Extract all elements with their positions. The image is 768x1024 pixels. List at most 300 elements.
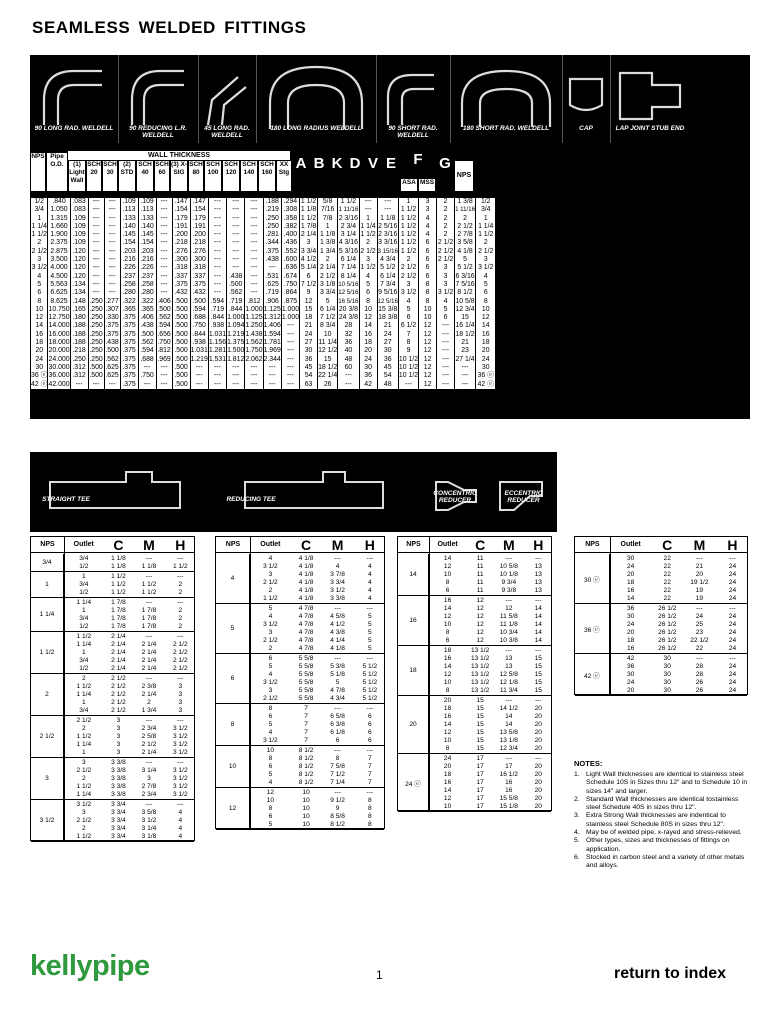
table-cell: .382 [281, 223, 299, 231]
tee-cell: 11 1/8 [499, 621, 518, 628]
table-cell: 1 7/8 [300, 222, 317, 230]
table-cell: --- [227, 248, 245, 256]
table-cell: --- [88, 198, 104, 206]
tee-cell: --- [534, 597, 542, 604]
table-cell: 2 [437, 223, 455, 231]
tee-group [216, 554, 384, 604]
table-cell: --- [104, 264, 120, 272]
tee-cell: 3 [178, 683, 183, 690]
table-cell: .365 [120, 306, 138, 314]
tee-col-header-m: M [143, 537, 155, 553]
table-cell: 14 [475, 322, 495, 330]
table-cell: .218 [190, 239, 208, 247]
table-cell: --- [227, 364, 245, 372]
tee-row [216, 663, 384, 671]
table-cell: 8 [419, 281, 437, 289]
table-cell: 10 [419, 306, 437, 314]
long-radius-90-elbow-icon [30, 55, 118, 133]
tee-cell: 5 3/8 [330, 663, 345, 670]
table-cell: 2 1/2 [455, 223, 476, 231]
tee-cell: 13 [534, 587, 542, 594]
tee-cell: 1 [81, 699, 86, 706]
table-cell: 10 [419, 314, 437, 322]
tee-cell: 14 [627, 595, 635, 602]
table-cell: 3 [419, 198, 437, 206]
tee-cell: 3 3/8 [111, 767, 126, 774]
table-cell: .154 [172, 206, 190, 214]
table-cell: .203 [138, 248, 156, 256]
table-cell: 16 5/16 [338, 297, 359, 305]
tee-group [31, 572, 194, 598]
tee-cell: 7 [368, 779, 372, 786]
tee-cell: 11 [476, 571, 484, 578]
tee-cell: 4 [178, 833, 183, 840]
tee-cell: 5 [368, 637, 372, 644]
tee-cell: 4 [178, 809, 183, 816]
tee-cell: 1 1/4 [76, 641, 92, 648]
table-cell: 1.000 [245, 305, 263, 313]
tee-cell: 1 1/2 [141, 581, 157, 588]
tee-cell: 36 [627, 605, 635, 612]
tee-cell: 4 [368, 595, 372, 602]
tee-col-header-m: M [502, 537, 515, 553]
tee-cell: 20 [534, 745, 542, 752]
main-table-row [31, 314, 496, 322]
table-cell: .200 [172, 231, 190, 239]
tee-group-nps: 4 [216, 554, 250, 603]
table-cell: 12 [359, 314, 377, 322]
tee-cell: 30 [627, 671, 635, 678]
tee-cell: 4 3/8 [330, 629, 345, 636]
tee-cell: 20 [534, 795, 542, 802]
table-cell: --- [88, 273, 104, 281]
tee-cell: 5 1/2 [362, 679, 378, 686]
table-cell: --- [281, 347, 299, 355]
table-cell: --- [156, 239, 172, 247]
tee-cell: 10 [266, 797, 275, 804]
table-cell: 36 [338, 339, 359, 347]
table-cell: .226 [120, 264, 138, 272]
table-cell: --- [377, 198, 398, 206]
tee-cell: 10 [266, 747, 275, 754]
tee-row [31, 665, 194, 673]
table-cell: --- [245, 281, 263, 289]
tee-cell: 7 1/4 [330, 779, 345, 786]
tee-cell: 1/2 [79, 623, 89, 630]
45-elbow-icon [198, 55, 256, 133]
tee-group [31, 716, 194, 758]
tee-cell: 5 1/8 [330, 671, 345, 678]
table-cell: .438 [138, 322, 156, 330]
table-cell: .109 [70, 215, 88, 223]
wall-thickness-header: WALL THICKNESS [68, 151, 290, 160]
table-cell: 30 [31, 364, 48, 372]
table-cell: .218 [70, 347, 88, 355]
table-cell: .276 [190, 248, 208, 256]
table-cell: 5 [437, 306, 455, 314]
table-cell: 3 1/2 [475, 264, 495, 272]
col-header-e: E [385, 155, 396, 172]
tee-group [31, 800, 194, 842]
tee-cell: 1 1/2 [111, 573, 126, 580]
figure-label: 180 SHORT RAD. WELDELL [462, 125, 550, 132]
tee-cell: 20 [695, 571, 704, 578]
note-item [574, 771, 749, 796]
table-cell: --- [227, 206, 245, 214]
tee-cell: 10 [443, 621, 452, 628]
tee-cell: 2 3/4 [141, 725, 157, 732]
tee-cell: 2 [178, 581, 183, 588]
main-table-row [31, 372, 496, 380]
table-cell: 8 [419, 298, 437, 306]
tee-row [31, 749, 194, 757]
tee-row [398, 629, 551, 637]
tee-cell: 8 1/2 [298, 747, 314, 754]
tee-cell: 24 [728, 629, 737, 636]
tee-cell: 24 [728, 679, 737, 686]
tee-col-rule [429, 537, 430, 810]
table-cell: 2 [359, 239, 377, 247]
table-cell: .300 [172, 256, 190, 264]
tee-row [216, 555, 384, 563]
tee-cell: 3 [268, 629, 273, 636]
tee-cell: 4 7/8 [298, 613, 314, 620]
table-cell: 24 [31, 356, 48, 364]
tee-cell: 24 [627, 621, 635, 628]
table-cell: 42 ⓔ [477, 380, 494, 388]
tee-cell: 4 [268, 729, 273, 736]
tee-cell: 8 1/2 [298, 779, 314, 786]
table-cell: .500 [172, 298, 190, 306]
table-cell: .133 [120, 215, 138, 223]
tee-cell: 1 1/2 [76, 633, 92, 640]
tee-cell: 30 [663, 655, 671, 662]
note-text: Extra Strong Wall thicknesses are indentical to stainless steel Schedule 80S in sizes thru 12". [586, 812, 726, 828]
tee-cell: --- [145, 633, 153, 640]
tee-row [31, 759, 194, 767]
tee-row [398, 697, 551, 705]
tee-table-4 [574, 536, 748, 695]
table-cell: 2 1/2 [318, 273, 338, 281]
tee-cell: 28 [695, 671, 704, 678]
tee-col-header-h: H [364, 537, 375, 553]
tee-cell: 13 5/8 [499, 729, 518, 736]
table-cell: 12 [419, 381, 437, 389]
table-cell: .844 [208, 314, 226, 322]
tee-cell: 7 [368, 763, 372, 770]
table-cell: .594 [138, 347, 156, 355]
tee-cell: 23 [695, 629, 704, 636]
table-cell: .216 [138, 256, 156, 264]
table-cell: 54 [300, 372, 318, 380]
tee-cell: --- [366, 747, 374, 754]
table-cell: .109 [70, 239, 88, 247]
tee-cell: 19 [695, 587, 704, 594]
table-cell: 27 [377, 339, 398, 347]
table-cell: 40 [338, 347, 359, 355]
tee-cell: 2 1/4 [111, 633, 126, 640]
tee-row [216, 605, 384, 613]
tee-row [31, 623, 194, 631]
tee-row [575, 605, 747, 613]
tee-cell: 2 1/4 [141, 749, 157, 756]
table-cell: --- [156, 231, 172, 239]
tee-table-header [575, 537, 747, 553]
tee-cell: 10 [302, 805, 310, 812]
tee-cell: 1 7/8 [111, 615, 126, 622]
table-cell: 1.531 [208, 355, 227, 363]
tee-cell: 12 [476, 621, 484, 628]
tee-cell: 1 7/8 [141, 615, 157, 622]
table-cell: 1.781 [263, 339, 281, 347]
table-cell: --- [281, 364, 299, 372]
tee-cell: 2 1/2 [111, 707, 126, 714]
note-item [574, 796, 749, 813]
return-to-index-link[interactable]: return to index [614, 965, 727, 982]
tee-row [216, 621, 384, 629]
tee-cell: 24 [728, 621, 737, 628]
tee-row [398, 729, 551, 737]
tee-cell: 13 1/2 [470, 655, 490, 662]
table-cell: .375 [120, 356, 138, 364]
table-cell: 2 1/2 [437, 247, 454, 255]
figure-short-radius-90-elbow [376, 55, 450, 143]
tee-cell: 5 [268, 721, 273, 728]
note-item [574, 837, 749, 854]
kellypipe-logo[interactable]: kellypipe [30, 950, 150, 982]
table-cell: .500 [105, 347, 119, 355]
table-cell: 12 [419, 347, 437, 355]
table-cell: 3 5/8 [455, 239, 476, 247]
table-cell: .375 [120, 372, 138, 380]
table-cell: .656 [157, 330, 171, 338]
tee-cell: 16 1/2 [499, 771, 518, 778]
tee-cell: 21 [695, 563, 704, 570]
tee-cell: 4 [368, 563, 372, 570]
table-cell: .938 [190, 339, 208, 347]
table-cell: 6 1/2 [398, 322, 418, 330]
tee-cell: 2 1/2 [172, 665, 188, 672]
table-cell: 4 [359, 273, 377, 281]
table-cell: 1 [398, 198, 418, 206]
tee-cell: 30 [663, 671, 671, 678]
tee-row [398, 637, 551, 645]
table-cell: 1 1/2 [398, 239, 418, 247]
tee-row [31, 589, 194, 597]
tee-cell: 8 1/2 [330, 821, 345, 828]
table-cell: 2 [398, 256, 418, 264]
main-table-row [31, 339, 496, 347]
tee-cell: 4 1/8 [330, 645, 345, 652]
tee-row [216, 587, 384, 595]
table-cell: 7/8 [318, 215, 338, 223]
table-cell: .400 [281, 231, 299, 239]
tee-group [31, 598, 194, 632]
tee-cell: 1 1/2 [263, 595, 278, 602]
table-cell: .812 [157, 347, 171, 355]
table-cell: --- [227, 381, 245, 389]
table-cell: .562 [227, 289, 245, 297]
table-cell: .438 [263, 256, 281, 264]
table-cell: .594 [190, 306, 208, 314]
tee-cell: 18 [443, 771, 452, 778]
tee-cell: 14 1/2 [499, 705, 518, 712]
tee-cell: 1 1/2 [76, 733, 92, 740]
note-text: Light Wall thicknesses are identical to stainless steel Schedule 10S in Sizes thru 12" and to Schedule 10 in sizes 14" and larger. [586, 771, 748, 795]
table-cell: 1 1/2 [300, 214, 317, 222]
tee-row [31, 833, 194, 841]
table-cell: 3 [31, 256, 48, 264]
col-header-asa: ASA [401, 179, 417, 191]
table-cell: 2 7/8 [455, 231, 476, 239]
tee-col-header-outlet: Outlet [437, 541, 458, 548]
table-cell: --- [156, 248, 172, 256]
table-cell: .133 [138, 215, 156, 223]
table-cell: --- [88, 289, 104, 297]
tee-cell: --- [145, 599, 153, 606]
table-cell: --- [104, 239, 120, 247]
table-cell: .636 [281, 264, 299, 272]
table-cell: 2 [437, 198, 455, 206]
tee-cell: 9 [335, 805, 340, 812]
table-cell: 1.219 [190, 355, 208, 363]
tee-cell: 3 [178, 707, 183, 714]
tee-cell: 20 [534, 803, 542, 810]
tee-cell: 3 [147, 775, 151, 782]
col-header-f: F [413, 151, 423, 168]
table-cell: .500 [172, 331, 190, 339]
tee-cell: 36 [627, 663, 635, 670]
col-header-sch60: SCH 60 [155, 161, 169, 191]
table-cell: --- [104, 223, 120, 231]
tee-cell: 4 7/8 [298, 629, 314, 636]
table-cell: .312 [70, 364, 88, 372]
table-cell: 7 1/2 [300, 280, 317, 288]
table-cell: 1 1/2 [300, 198, 317, 205]
tee-row [31, 633, 194, 641]
tee-cell: 20 [534, 771, 542, 778]
tee-cell: 2 1/4 [111, 657, 126, 664]
table-cell: --- [245, 223, 263, 231]
table-cell: .188 [263, 198, 281, 206]
table-cell: 26 [318, 381, 338, 389]
table-cell: 1.000 [281, 305, 300, 313]
table-cell: 1 1/8 [377, 215, 398, 223]
table-cell: 20.000 [48, 347, 70, 355]
tee-cell: 10 [443, 679, 452, 686]
table-cell: 1 11/16 [338, 206, 359, 214]
table-cell: 1 1/2 [398, 231, 418, 239]
table-cell: .250 [89, 297, 103, 305]
table-cell: --- [437, 381, 455, 389]
tee-cell: 12 [266, 789, 275, 796]
table-cell: 42 [359, 381, 377, 389]
table-cell: --- [70, 381, 88, 389]
table-cell: 24 [377, 331, 398, 339]
tee-row [216, 613, 384, 621]
tee-cell: 6 [268, 655, 273, 662]
tee-cell: 16 [505, 779, 513, 786]
table-cell: 1 1/8 [318, 231, 338, 239]
table-cell: --- [338, 381, 359, 389]
note-text: Standard Wall thicknesses are identical tostainless steel Schedule 40S in sizes thru 12". [586, 795, 739, 812]
col-header-xx: XX Stg [277, 161, 291, 191]
table-cell: 20 [359, 347, 377, 355]
note-text: Other types, sizes and thicknesses of fittings on application. [586, 837, 730, 853]
table-cell: .083 [70, 206, 88, 214]
col-header-mss: MSS [419, 179, 435, 191]
tee-row [575, 671, 747, 679]
table-cell: 7 [398, 331, 418, 339]
table-cell: .113 [138, 206, 156, 214]
main-table-row [31, 356, 496, 364]
tee-cell: 1 [81, 573, 86, 580]
tee-col-rule [610, 537, 611, 694]
col-header-nps-right: NPS [455, 161, 473, 191]
tee-cell: 24 [728, 663, 737, 670]
tee-cell: 14 [443, 787, 452, 794]
page-number: 1 [376, 968, 383, 982]
col-header-std: (2) STD [119, 161, 135, 191]
tee-row [398, 563, 551, 571]
tee-row [398, 655, 551, 663]
table-cell: --- [208, 223, 226, 231]
table-cell: 4.500 [48, 273, 70, 281]
table-cell: 45 [300, 364, 318, 372]
table-cell: 3.500 [48, 256, 70, 264]
tee-cell: 6 [335, 737, 340, 744]
table-cell: 18.000 [48, 339, 70, 347]
tee-group-nps: 1 [31, 572, 64, 597]
table-cell: --- [88, 248, 104, 256]
table-cell: .358 [281, 215, 299, 223]
tee-cell: 1 [81, 749, 86, 756]
table-cell: 12 [419, 322, 437, 330]
main-table-row [31, 381, 496, 389]
tee-cell: 3 1/2 [172, 741, 188, 748]
table-cell: 1/2 [31, 198, 48, 206]
table-cell: --- [88, 206, 104, 214]
table-cell: 42.000 [48, 380, 70, 388]
table-cell: .219 [263, 206, 281, 214]
tee-cell: 13 [534, 563, 542, 570]
table-cell: .083 [70, 198, 88, 206]
tee-cell: 13 [534, 579, 542, 586]
table-cell: .750 [138, 372, 156, 380]
table-cell: 30 [359, 364, 377, 372]
tee-col-header-outlet: Outlet [620, 541, 641, 548]
tee-cell: 13 [505, 655, 513, 662]
table-cell: --- [245, 289, 263, 297]
table-cell: 5 [31, 281, 48, 289]
tee-col-header-nps: NPS [225, 541, 241, 548]
tee-row [216, 637, 384, 645]
table-cell: --- [398, 381, 418, 389]
tee-cell: 3 3/4 [111, 825, 126, 832]
tee-cell: 3 3/8 [111, 775, 126, 782]
tee-cell: 10 1/8 [499, 571, 518, 578]
table-cell: .165 [70, 306, 88, 314]
tee-row [216, 695, 384, 703]
table-cell: 1.312 [263, 314, 281, 322]
table-cell: 3 [437, 281, 455, 289]
tee-row [398, 613, 551, 621]
tee-cell: 19 1/2 [690, 579, 709, 586]
tee-cell: 8 [445, 687, 450, 694]
tee-cell: 17 [476, 787, 484, 794]
table-cell: .562 [157, 314, 171, 322]
tee-cell: 7 [304, 713, 308, 720]
